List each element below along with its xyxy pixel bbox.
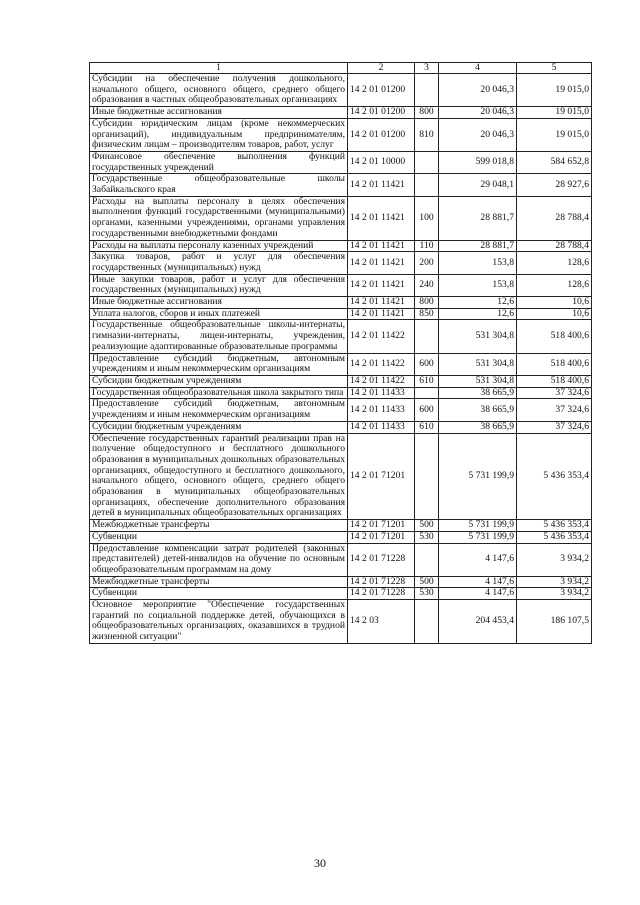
row-value-col4-cell: 5 731 199,9 <box>439 520 517 532</box>
row-value-col4-cell: 20 046,3 <box>439 118 517 151</box>
row-code-cell: 14 2 01 11433 <box>348 399 415 421</box>
row-value-col4-cell: 20 046,3 <box>439 74 517 107</box>
row-name-cell: Закупка товаров, работ и услуг для обеспечения государственных (муниципальных) нужд <box>90 252 348 274</box>
row-code-cell: 14 2 01 11421 <box>348 274 415 296</box>
row-code-cell: 14 2 01 71228 <box>348 543 415 576</box>
row-value-col5-cell: 10,6 <box>517 297 592 309</box>
row-value-col5-cell: 128,6 <box>517 274 592 296</box>
table-row <box>90 252 592 274</box>
row-code-cell: 14 2 01 01200 <box>348 74 415 107</box>
row-expense-type-cell <box>415 320 439 353</box>
budget-sheet <box>89 62 591 644</box>
row-value-col5-cell: 19 015,0 <box>517 107 592 119</box>
row-expense-type-cell <box>415 600 439 644</box>
row-value-col5-cell: 128,6 <box>517 252 592 274</box>
row-value-col5-cell: 518 400,6 <box>517 375 592 387</box>
row-value-col5-cell: 10,6 <box>517 308 592 320</box>
row-value-col4-cell: 531 304,8 <box>439 320 517 353</box>
header-cell: 3 <box>415 63 439 74</box>
row-code-cell: 14 2 01 11421 <box>348 240 415 252</box>
row-name-cell: Предоставление субсидий бюджетным, автономным учреждениям и иным некоммерческим организациям <box>90 353 348 375</box>
row-code-cell: 14 2 01 11421 <box>348 297 415 309</box>
header-cell: 2 <box>348 63 415 74</box>
row-code-cell: 14 2 01 11422 <box>348 375 415 387</box>
row-expense-type-cell <box>415 387 439 399</box>
row-name-cell: Субсидии на обеспечение получения дошкольного, начального общего, основного общего, среднего общего образования в частных общеобразовательных организациях <box>90 74 348 107</box>
row-name-cell: Финансовое обеспечение выполнения функций государственных учреждений <box>90 151 348 173</box>
row-value-col5-cell: 28 927,6 <box>517 174 592 196</box>
row-value-col4-cell: 204 453,4 <box>439 600 517 644</box>
header-cell: 5 <box>517 63 592 74</box>
row-value-col5-cell: 3 934,2 <box>517 543 592 576</box>
row-value-col5-cell: 19 015,0 <box>517 74 592 107</box>
row-value-col5-cell: 28 788,4 <box>517 196 592 240</box>
row-value-col4-cell: 12,6 <box>439 297 517 309</box>
row-value-col5-cell: 518 400,6 <box>517 353 592 375</box>
row-expense-type-cell: 240 <box>415 274 439 296</box>
row-expense-type-cell: 500 <box>415 576 439 588</box>
row-name-cell: Иные бюджетные ассигнования <box>90 107 348 119</box>
row-expense-type-cell: 610 <box>415 421 439 433</box>
row-value-col5-cell: 518 400,6 <box>517 320 592 353</box>
table-row <box>90 174 592 196</box>
row-code-cell: 14 2 01 11422 <box>348 353 415 375</box>
table-row <box>90 308 592 320</box>
row-value-col4-cell: 153,8 <box>439 274 517 296</box>
row-expense-type-cell: 600 <box>415 399 439 421</box>
row-expense-type-cell <box>415 74 439 107</box>
table-row <box>90 531 592 543</box>
table-row <box>90 576 592 588</box>
row-value-col5-cell: 3 934,2 <box>517 576 592 588</box>
row-expense-type-cell: 800 <box>415 297 439 309</box>
row-name-cell: Субсидии бюджетным учреждениям <box>90 375 348 387</box>
row-name-cell: Расходы на выплаты персоналу в целях обеспечения выполнения функций государственными (муниципальными) органами, казенными учреждениями, органами управления государственными внебюджетными фондами <box>90 196 348 240</box>
row-name-cell: Субсидии юридическим лицам (кроме некоммерческих организаций), индивидуальным предпринимателям, физическим лицам – производителям товаров, работ, услуг <box>90 118 348 151</box>
row-value-col5-cell: 37 324,6 <box>517 387 592 399</box>
row-name-cell: Иные закупки товаров, работ и услуг для обеспечения государственных (муниципальных) нужд <box>90 274 348 296</box>
row-code-cell: 14 2 01 71228 <box>348 576 415 588</box>
table-row <box>90 240 592 252</box>
row-value-col4-cell: 38 665,9 <box>439 421 517 433</box>
row-name-cell: Межбюджетные трансферты <box>90 576 348 588</box>
row-expense-type-cell: 800 <box>415 107 439 119</box>
row-name-cell: Государственная общеобразовательная школа закрытого типа <box>90 387 348 399</box>
row-value-col5-cell: 5 436 353,4 <box>517 433 592 520</box>
row-name-cell: Уплата налогов, сборов и иных платежей <box>90 308 348 320</box>
row-name-cell: Иные бюджетные ассигнования <box>90 297 348 309</box>
row-value-col5-cell: 5 436 353,4 <box>517 531 592 543</box>
row-code-cell: 14 2 01 71201 <box>348 531 415 543</box>
table-row <box>90 421 592 433</box>
row-value-col5-cell: 19 015,0 <box>517 118 592 151</box>
row-code-cell: 14 2 01 71201 <box>348 520 415 532</box>
row-value-col4-cell: 5 731 199,9 <box>439 433 517 520</box>
row-value-col5-cell: 3 934,2 <box>517 588 592 600</box>
row-value-col4-cell: 599 018,8 <box>439 151 517 173</box>
row-code-cell: 14 2 01 11433 <box>348 387 415 399</box>
row-expense-type-cell <box>415 433 439 520</box>
row-name-cell: Расходы на выплаты персоналу казенных учреждений <box>90 240 348 252</box>
row-name-cell: Субвенции <box>90 531 348 543</box>
row-name-cell: Государственные общеобразовательные школы Забайкальского края <box>90 174 348 196</box>
row-value-col4-cell: 153,8 <box>439 252 517 274</box>
row-value-col4-cell: 4 147,6 <box>439 588 517 600</box>
row-code-cell: 14 2 01 11421 <box>348 308 415 320</box>
table-row <box>90 588 592 600</box>
row-value-col5-cell: 37 324,6 <box>517 399 592 421</box>
row-code-cell: 14 2 01 11433 <box>348 421 415 433</box>
row-value-col4-cell: 12,6 <box>439 308 517 320</box>
table-row <box>90 274 592 296</box>
row-expense-type-cell: 850 <box>415 308 439 320</box>
table-row <box>90 196 592 240</box>
row-code-cell: 14 2 03 <box>348 600 415 644</box>
row-name-cell: Субвенции <box>90 588 348 600</box>
row-expense-type-cell <box>415 151 439 173</box>
table-row <box>90 297 592 309</box>
table-row <box>90 375 592 387</box>
table-row <box>90 151 592 173</box>
row-code-cell: 14 2 01 01200 <box>348 118 415 151</box>
row-code-cell: 14 2 01 11421 <box>348 174 415 196</box>
row-value-col5-cell: 584 652,8 <box>517 151 592 173</box>
row-expense-type-cell: 200 <box>415 252 439 274</box>
row-code-cell: 14 2 01 01200 <box>348 107 415 119</box>
row-expense-type-cell <box>415 543 439 576</box>
table-row <box>90 543 592 576</box>
row-name-cell: Предоставление компенсации затрат родителей (законных представителей) детей-инвалидов на обучение по основным общеобразовательным программам на дому <box>90 543 348 576</box>
row-value-col4-cell: 28 881,7 <box>439 196 517 240</box>
row-code-cell: 14 2 01 11421 <box>348 196 415 240</box>
row-name-cell: Обеспечение государственных гарантий реализации прав на получение общедоступного и бесплатного дошкольного образования в муниципальных дошкольных образовательных организациях, общедоступного и бесплатного дошкольного, начального общего, основного общего, среднего общего образования в муниципальных общеобразовательных организациях, обеспечение дополнительного образования детей в муниципальных общеобразовательных организациях <box>90 433 348 520</box>
row-expense-type-cell: 110 <box>415 240 439 252</box>
row-expense-type-cell: 530 <box>415 588 439 600</box>
row-code-cell: 14 2 01 11422 <box>348 320 415 353</box>
row-value-col5-cell: 186 107,5 <box>517 600 592 644</box>
table-row <box>90 387 592 399</box>
row-value-col4-cell: 29 048,1 <box>439 174 517 196</box>
row-value-col4-cell: 28 881,7 <box>439 240 517 252</box>
row-expense-type-cell: 610 <box>415 375 439 387</box>
row-value-col4-cell: 38 665,9 <box>439 399 517 421</box>
table-row <box>90 74 592 107</box>
table-row <box>90 433 592 520</box>
row-value-col4-cell: 531 304,8 <box>439 353 517 375</box>
row-value-col5-cell: 37 324,6 <box>517 421 592 433</box>
table-row <box>90 320 592 353</box>
row-expense-type-cell: 810 <box>415 118 439 151</box>
row-name-cell: Основное мероприятие "Обеспечение государственных гарантий по социальной поддержке детей, обучающихся в общеобразовательных организациях, оказавшихся в трудной жизненной ситуации" <box>90 600 348 644</box>
row-expense-type-cell: 530 <box>415 531 439 543</box>
table-row <box>90 520 592 532</box>
row-expense-type-cell: 100 <box>415 196 439 240</box>
row-expense-type-cell: 500 <box>415 520 439 532</box>
row-name-cell: Государственные общеобразовательные школы-интернаты, гимназии-интернаты, лицеи-интернаты, учреждения, реализующие адаптированные образовательные программы <box>90 320 348 353</box>
header-cell: 1 <box>90 63 348 74</box>
row-expense-type-cell <box>415 174 439 196</box>
table-row <box>90 118 592 151</box>
page-number: 30 <box>314 856 326 870</box>
row-value-col5-cell: 5 436 353,4 <box>517 520 592 532</box>
row-name-cell: Субсидии бюджетным учреждениям <box>90 421 348 433</box>
table-row <box>90 600 592 644</box>
row-value-col4-cell: 4 147,6 <box>439 543 517 576</box>
row-name-cell: Межбюджетные трансферты <box>90 520 348 532</box>
row-value-col4-cell: 38 665,9 <box>439 387 517 399</box>
row-value-col4-cell: 5 731 199,9 <box>439 531 517 543</box>
table-row <box>90 399 592 421</box>
table-row <box>90 107 592 119</box>
budget-table <box>89 62 592 644</box>
row-value-col4-cell: 4 147,6 <box>439 576 517 588</box>
row-value-col5-cell: 28 788,4 <box>517 240 592 252</box>
table-row <box>90 353 592 375</box>
row-code-cell: 14 2 01 71228 <box>348 588 415 600</box>
row-value-col4-cell: 20 046,3 <box>439 107 517 119</box>
row-expense-type-cell: 600 <box>415 353 439 375</box>
row-code-cell: 14 2 01 71201 <box>348 433 415 520</box>
header-row <box>90 63 592 74</box>
header-cell: 4 <box>439 63 517 74</box>
row-name-cell: Предоставление субсидий бюджетным, автономным учреждениям и иным некоммерческим организациям <box>90 399 348 421</box>
row-code-cell: 14 2 01 11421 <box>348 252 415 274</box>
row-value-col4-cell: 531 304,8 <box>439 375 517 387</box>
row-code-cell: 14 2 01 10000 <box>348 151 415 173</box>
